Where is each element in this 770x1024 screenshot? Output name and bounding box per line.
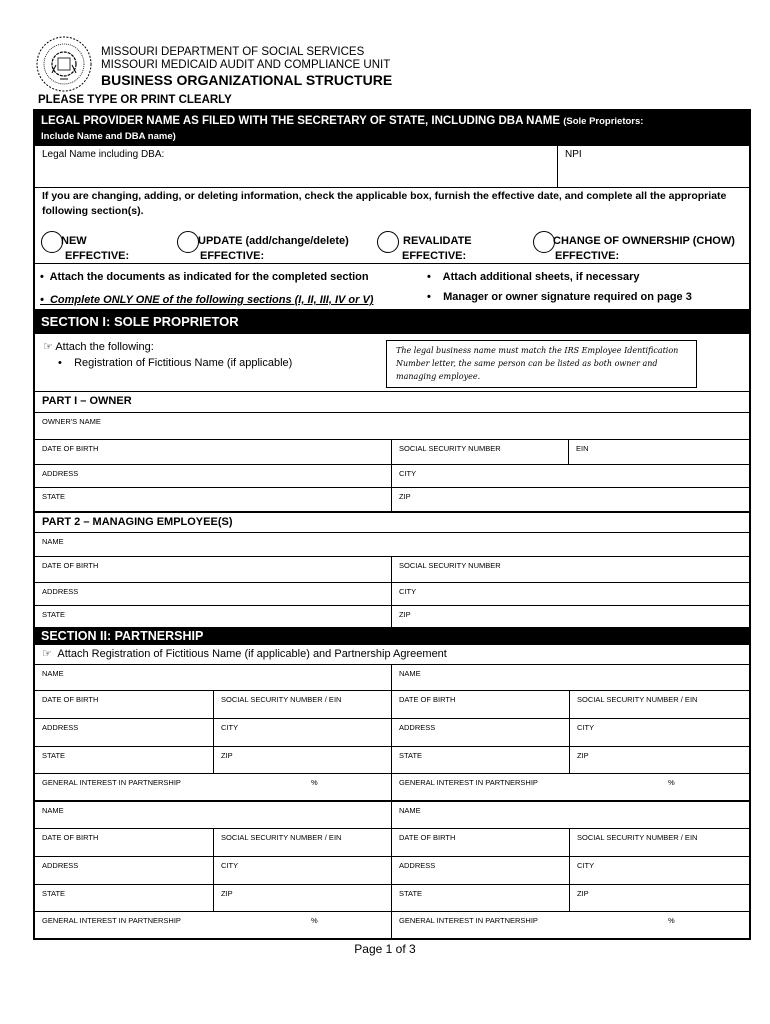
section1-heading: SECTION I: SOLE PROPRIETOR (35, 310, 749, 334)
chow-effective-label: EFFECTIVE: (555, 250, 620, 262)
employee-address-row (35, 583, 749, 606)
partners-grid (35, 664, 749, 940)
change-instruction: If you are changing, adding, or deleting information, check the applicable box, furnish the effective date, and complete all the appropriate following section(s). (42, 190, 727, 217)
partner-row-interest (35, 774, 749, 801)
partner1-dob-field[interactable]: DATE OF BIRTH (42, 695, 99, 704)
new-option-label: NEW (61, 235, 87, 247)
revalidate-radio[interactable] (377, 231, 399, 253)
partner1-ssn-field[interactable]: SOCIAL SECURITY NUMBER / EIN (213, 691, 391, 718)
owner-ssn-field[interactable]: SOCIAL SECURITY NUMBER (391, 440, 568, 464)
partner2-city-field[interactable]: CITY (569, 719, 749, 746)
part2-heading: PART 2 – MANAGING EMPLOYEE(S) (42, 516, 233, 528)
partner1-zip-field[interactable]: ZIP (213, 747, 391, 773)
section1-note: The legal business name must match the IRS Employee Identification Number letter, the same person can be listed as both owner and managing employee. (386, 340, 697, 388)
employee-name-row[interactable] (35, 533, 749, 557)
section2-heading: SECTION II: PARTNERSHIP (35, 627, 749, 645)
update-radio[interactable] (177, 231, 199, 253)
section1-attach: ☞ Attach the following: (43, 341, 154, 353)
partner-row-name (35, 664, 749, 691)
partner2-zip-field[interactable]: ZIP (569, 747, 749, 773)
legal-name-row (35, 146, 749, 188)
partner1-state-field[interactable]: STATE (42, 751, 66, 760)
employee-dob-row (35, 557, 749, 583)
owner-name-row[interactable] (35, 413, 749, 440)
owner-address-field[interactable]: ADDRESS (42, 469, 79, 478)
state-seal-icon (34, 35, 94, 93)
owner-name-label: OWNER'S NAME (42, 417, 101, 426)
employee-zip-field[interactable]: ZIP (391, 606, 749, 627)
bullet-3: • Attach additional sheets, if necessary (427, 271, 640, 283)
legal-name-field[interactable]: Legal Name including DBA: (42, 149, 165, 160)
partner4-dob-field[interactable]: DATE OF BIRTH (391, 829, 569, 856)
employee-name-label: NAME (42, 537, 64, 546)
partner2-state-field[interactable]: STATE (391, 747, 569, 773)
partner4-city-field[interactable]: CITY (569, 857, 749, 884)
partner1-city-field[interactable]: CITY (213, 719, 391, 746)
partner2-name-field[interactable]: NAME (391, 665, 749, 690)
part1-heading-row (35, 392, 749, 413)
partner-row-address-2 (35, 857, 749, 885)
partner4-interest-field[interactable]: GENERAL INTEREST IN PARTNERSHIP % (391, 912, 749, 938)
partner4-state-field[interactable]: STATE (391, 885, 569, 911)
partner3-zip-field[interactable]: ZIP (213, 885, 391, 911)
partner3-name-field[interactable]: NAME (42, 806, 64, 815)
partner-row-name-2 (35, 801, 749, 829)
section1-item: • Registration of Fictitious Name (if applicable) (58, 357, 293, 369)
partner4-ssn-field[interactable]: SOCIAL SECURITY NUMBER / EIN (569, 829, 749, 856)
new-effective-label: EFFECTIVE: (65, 250, 130, 262)
bullet-1: • Attach the documents as indicated for the completed section (40, 271, 369, 283)
partner3-interest-field[interactable]: GENERAL INTEREST IN PARTNERSHIP % (42, 916, 318, 925)
employee-city-field[interactable]: CITY (391, 583, 749, 605)
owner-state-row (35, 488, 749, 512)
partner-row-dob (35, 691, 749, 719)
employee-state-field[interactable]: STATE (42, 610, 66, 619)
part1-heading: PART I – OWNER (42, 395, 132, 407)
partner-row-dob-2 (35, 829, 749, 857)
owner-city-field[interactable]: CITY (391, 465, 749, 487)
owner-dob-row (35, 440, 749, 465)
section2-attach: ☞ Attach Registration of Fictitious Name (if applicable) and Partnership Agreement (42, 648, 447, 660)
partner3-state-field[interactable]: STATE (42, 889, 66, 898)
partner-row-address (35, 719, 749, 747)
change-type-row (35, 188, 749, 264)
new-radio[interactable] (41, 231, 63, 253)
header-line2: MISSOURI MEDICAID AUDIT AND COMPLIANCE UNIT (101, 59, 391, 71)
partner2-ssn-field[interactable]: SOCIAL SECURITY NUMBER / EIN (569, 691, 749, 718)
page-number: Page 1 of 3 (354, 942, 416, 956)
owner-zip-field[interactable]: ZIP (391, 488, 749, 511)
partner4-address-field[interactable]: ADDRESS (391, 857, 569, 884)
employee-dob-field[interactable]: DATE OF BIRTH (42, 561, 99, 570)
employee-ssn-field[interactable]: SOCIAL SECURITY NUMBER (391, 557, 749, 582)
partner2-interest-field[interactable]: GENERAL INTEREST IN PARTNERSHIP % (391, 774, 749, 800)
header-line1: MISSOURI DEPARTMENT OF SOCIAL SERVICES (101, 46, 365, 58)
partner3-ssn-field[interactable]: SOCIAL SECURITY NUMBER / EIN (213, 829, 391, 856)
partner4-name-field[interactable]: NAME (391, 802, 749, 828)
hand-pointer-icon: ☞ (43, 341, 53, 353)
partner-row-interest-2 (35, 912, 749, 938)
part2-heading-row (35, 512, 749, 533)
revalidate-option-label: REVALIDATE (403, 235, 472, 247)
update-option-label: UPDATE (add/change/delete) (198, 235, 349, 247)
bullet-4: • Manager or owner signature required on page 3 (427, 291, 692, 303)
partner3-dob-field[interactable]: DATE OF BIRTH (42, 833, 99, 842)
form-title: BUSINESS ORGANIZATIONAL STRUCTURE (101, 72, 393, 88)
partner-row-state (35, 747, 749, 774)
owner-ein-field[interactable]: EIN (568, 440, 749, 464)
owner-address-row (35, 465, 749, 488)
update-effective-label: EFFECTIVE: (200, 250, 265, 262)
partner1-address-field[interactable]: ADDRESS (42, 723, 79, 732)
employee-state-row (35, 606, 749, 627)
owner-state-field[interactable]: STATE (42, 492, 66, 501)
revalidate-effective-label: EFFECTIVE: (402, 250, 467, 262)
form-body (33, 109, 751, 940)
partner1-interest-field[interactable]: GENERAL INTEREST IN PARTNERSHIP % (42, 778, 318, 787)
chow-radio[interactable] (533, 231, 555, 253)
partner-row-state-2 (35, 885, 749, 912)
bullet-2: • Complete ONLY ONE of the following sections (I, II, III, IV or V) (40, 294, 374, 306)
hand-pointer-icon: ☞ (42, 648, 52, 660)
form-header (34, 35, 434, 95)
owner-dob-field[interactable]: DATE OF BIRTH (42, 444, 99, 453)
chow-option-label: CHANGE OF OWNERSHIP (CHOW) (553, 235, 735, 247)
partner2-address-field[interactable]: ADDRESS (391, 719, 569, 746)
partner4-zip-field[interactable]: ZIP (569, 885, 749, 911)
employee-address-field[interactable]: ADDRESS (42, 587, 79, 596)
instructions-bullets (35, 264, 749, 310)
legal-name-heading: LEGAL PROVIDER NAME AS FILED WITH THE SECRETARY OF STATE, INCLUDING DBA NAME (Sole Proprietors: Include Name and DBA name) (35, 111, 749, 146)
npi-field[interactable]: NPI (557, 146, 749, 187)
partner2-dob-field[interactable]: DATE OF BIRTH (391, 691, 569, 718)
partner3-city-field[interactable]: CITY (213, 857, 391, 884)
partner3-address-field[interactable]: ADDRESS (42, 861, 79, 870)
print-instruction: PLEASE TYPE OR PRINT CLEARLY (38, 94, 232, 106)
partner1-name-field[interactable]: NAME (42, 669, 64, 678)
